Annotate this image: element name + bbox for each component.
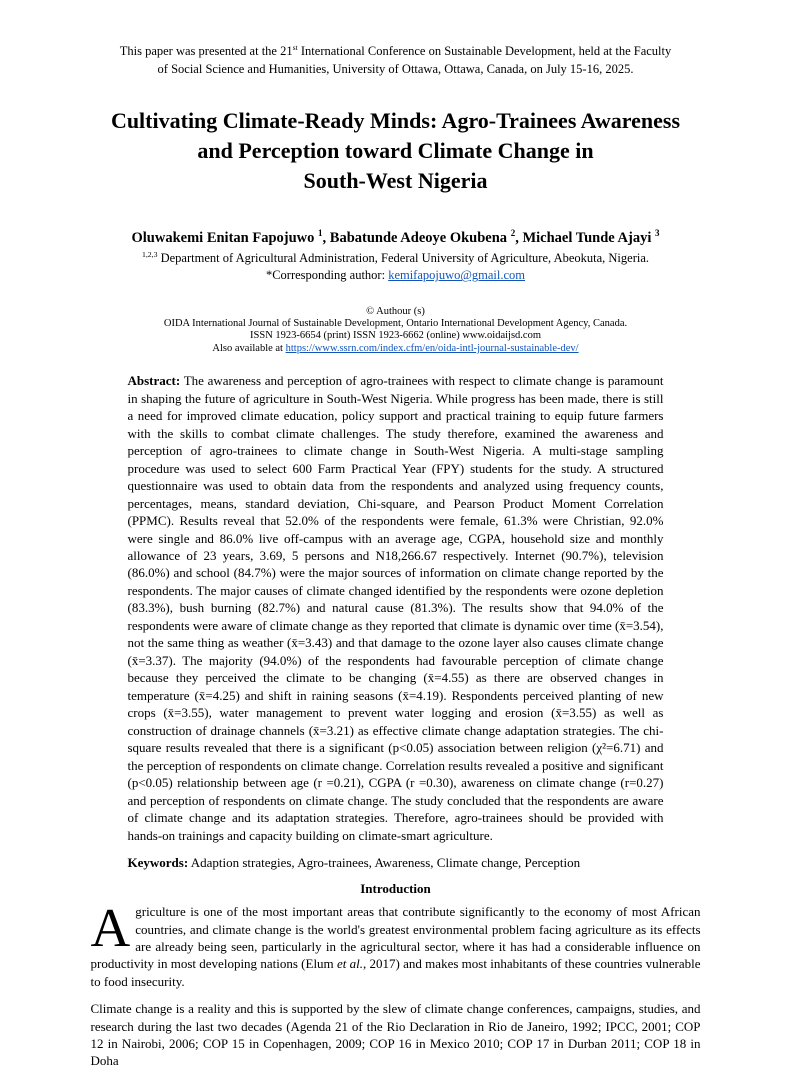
conference-note-superscript: st: [292, 42, 298, 52]
author-3-superscript: 3: [654, 228, 660, 239]
paper-title-line-2: and Perception toward Climate Change in: [197, 137, 594, 163]
affiliation-text: Department of Agricultural Administration, Federal University of Agriculture, Abeokuta, Nigeria.: [157, 251, 650, 266]
intro-paragraph-1-etal: et al.: [336, 956, 363, 972]
affiliation-superscript: 1,2,3: [141, 250, 158, 259]
corresponding-email-link[interactable]: kemifapojuwo@gmail.com: [388, 268, 526, 283]
abstract-paragraph: [128, 372, 664, 844]
publication-block: [0, 306, 791, 356]
availability-line: [0, 343, 791, 355]
authors-line: [0, 229, 791, 248]
author-1-name: Oluwakemi Enitan Fapojuwo: [131, 230, 319, 247]
drop-cap: A: [90, 897, 131, 959]
author-3-name: Michael Tunde Ajayi: [522, 230, 655, 247]
author-2-name: Babatunde Adeoye Okubena: [329, 230, 511, 247]
abstract-text: The awareness and perception of agro-trainees with respect to climate change is paramount in shaping the future of agriculture in South-West Nigeria. While progress has been made, there is still a need for improved climate education, policy support and practical training to equip future farmers with the skills to combat climate challenges. The study therefore, examined the awareness and perception of agro-trainees to climate change in South-West Nigeria. A multi-stage sampling procedure was used to select 600 Farm Practical Year (FPY) students for the study. A structured questionnaire was used to obtain data from the respondents and analyzed using frequency counts, percentages, means, standard deviation, Chi-square, and Pearson Product Moment Correlation (PPMC). Results reveal that 52.0% of the respondents were female, 61.3% were Christian, 92.0% were single and 86.0% live off-campus with an average age, CGPA, household size and monthly allowance of 23 years, 3.69, 5 persons and N18,266.67 respectively. Internet (90.7%), television (86.0%) and school (84.7%) were the major sources of information on climate change reported by the respondents. The major causes of climate changed identified by the respondents were ozone depletion (83.3%), bush burning (82.7%) and natural cause (81.3%). The results show that 94.0% of the respondents were aware of climate change as they reported that climate is dynamic over time (x̄=3.54), not the same thing as weather (x̄=3.43) and that damage to the ozone layer also causes climate change (x̄=3.37). The majority (94.0%) of the respondents had favourable perception of climate change because they perceived the climate to be changing (x̄=4.55) as there are observed changes in temperature (x̄=4.25) and shift in raining seasons (x̄=4.19). Respondents perceived planting of new crops (x̄=3.55), water management to prevent water logging and erosion (x̄=3.55) as well as construction of drainage channels (x̄=3.21) as effective climate change adaptation strategies. The chi-square results revealed that there is a significant (p<0.05) association between religion (χ²=6.71) and the perception of respondents on climate change. Correlation results revealed a positive and significant (p<0.05) relationship between age (r =0.21), CGPA (r =0.30), awareness on climate change (r=0.27) and perception of respondents on climate change. The study concluded that the respondents are aware of climate change and its adaptation strategies. Therefore, agro-trainees should be provided with hands-on trainings and capacity building on climate-smart agriculture.: [127, 373, 664, 843]
affiliation-line: [0, 250, 791, 266]
author-2-superscript: 2: [510, 228, 516, 239]
journal-line: OIDA International Journal of Sustainable Development, Ontario International Development Agency, Canada.: [163, 318, 628, 330]
conference-note-post: International Conference on Sustainable Development, held at the Faculty of Social Science and Humanities, University of Ottawa, Ottawa, Canada, on July 15-16, 2025.: [157, 44, 672, 77]
copyright-line: © Authour (s): [366, 305, 425, 317]
intro-paragraph-1: [90, 897, 701, 990]
abstract-label: Abstract:: [127, 373, 181, 389]
introduction-heading: Introduction: [360, 881, 431, 897]
ssrn-url-link[interactable]: https://www.ssrn.com/index.cfm/en/oida-intl-journal-sustainable-dev/: [285, 342, 579, 354]
corresponding-author-label: *Corresponding author:: [265, 268, 389, 283]
availability-label: Also available at: [212, 342, 286, 354]
paper-title-line-3: South-West Nigeria: [303, 167, 488, 193]
author-1-superscript: 1: [318, 228, 323, 239]
issn-line: ISSN 1923-6654 (print) ISSN 1923-6662 (online) www.oidaijsd.com: [250, 330, 541, 342]
keywords-label: Keywords:: [127, 855, 189, 871]
keywords-text: Adaption strategies, Agro-trainees, Awareness, Climate change, Perception: [188, 855, 581, 871]
intro-paragraph-1-pre: griculture is one of the most important areas that contribute significantly to the economy of most African countries, and climate change is the world's greatest environmental problem facing agriculture as its effects are already being seen, particularly in the agricultural sector, where it has had a considerable influence on productivity in most developing nations (Elum: [90, 904, 701, 972]
intro-paragraph-1-post: , 2017) and makes most inhabitants of these countries vulnerable to food insecurity.: [90, 956, 701, 989]
conference-note-pre: This paper was presented at the 21: [119, 44, 293, 58]
keywords-line: [128, 855, 664, 872]
conference-note: [113, 42, 678, 78]
paper-title: [76, 106, 716, 195]
paper-title-line-1: Cultivating Climate-Ready Minds: Agro-Trainees Awareness: [110, 108, 681, 134]
corresponding-author-line: [0, 267, 791, 283]
paper-page: [0, 42, 791, 1069]
author-separator: ,: [322, 230, 330, 247]
intro-paragraph-2: Climate change is a reality and this is supported by the slew of climate change conferences, campaigns, studies, and research during the last two decades (Agenda 21 of the Rio Declaration in Rio de Janeiro, 1992; IPCC, 2001; COP 12 in Nairobi, 2006; COP 15 in Copenhagen, 2009; COP 16 in Mexico 2010; COP 17 in Durban 2011; COP 18 in Doha: [90, 1001, 701, 1069]
author-separator: ,: [515, 230, 523, 247]
